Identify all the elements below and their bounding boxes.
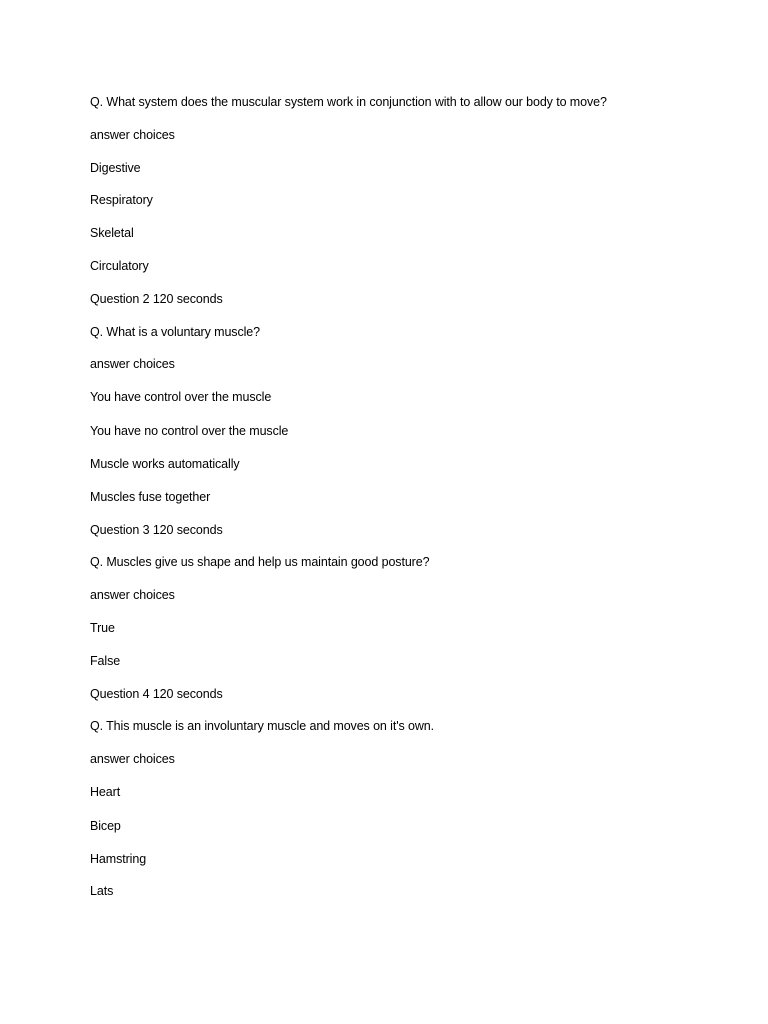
- answer-choice: Hamstring: [90, 852, 147, 866]
- answer-choice: Skeletal: [90, 226, 134, 240]
- answer-choices-label: answer choices: [90, 128, 175, 142]
- answer-choice: You have control over the muscle: [90, 390, 272, 404]
- answer-choice: Digestive: [90, 161, 141, 175]
- question-3-text: Q. Muscles give us shape and help us maintain good posture?: [90, 555, 430, 569]
- question-2-text: Q. What is a voluntary muscle?: [90, 325, 260, 339]
- answer-choice: Heart: [90, 785, 121, 799]
- answer-choices-label: answer choices: [90, 357, 175, 371]
- answer-choice: Muscle works automatically: [90, 457, 240, 471]
- answer-choice: Bicep: [90, 819, 121, 833]
- question-1-text: Q. What system does the muscular system work in conjunction with to allow our body to move?: [90, 95, 607, 109]
- answer-choices-label: answer choices: [90, 588, 175, 602]
- answer-choice: Circulatory: [90, 259, 149, 273]
- answer-choice: Respiratory: [90, 193, 153, 207]
- answer-choice: False: [90, 654, 121, 668]
- question-2-header: Question 2 120 seconds: [90, 292, 223, 306]
- answer-choice: Muscles fuse together: [90, 490, 211, 504]
- answer-choice: Lats: [90, 884, 114, 898]
- answer-choice: True: [90, 621, 115, 635]
- question-4-header: Question 4 120 seconds: [90, 687, 223, 701]
- answer-choices-label: answer choices: [90, 752, 175, 766]
- question-4-text: Q. This muscle is an involuntary muscle and moves on it's own.: [90, 719, 435, 733]
- question-3-header: Question 3 120 seconds: [90, 523, 223, 537]
- answer-choice: You have no control over the muscle: [90, 424, 289, 438]
